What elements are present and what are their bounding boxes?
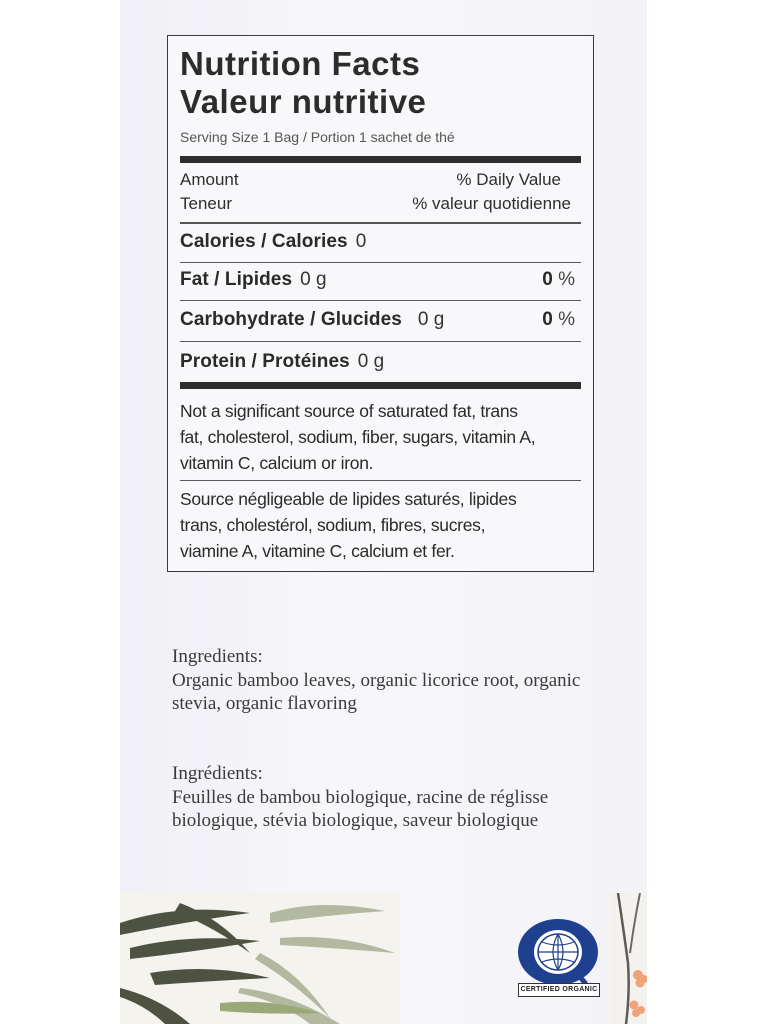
ingredients-fr <box>172 762 622 833</box>
nutrition-title-en: Nutrition Facts <box>180 45 421 82</box>
thick-divider <box>180 382 581 389</box>
nutrition-footnote-fr: Source négligeable de lipides saturés, lipides trans, cholestérol, sodium, fibres, sucres, viamine A, vitamine C, calcium et fer. <box>180 489 517 561</box>
nutrient-amount: 0 <box>355 231 367 252</box>
nutrient-label: Fat / Lipides <box>180 269 293 290</box>
thick-divider <box>180 156 581 163</box>
nutrient-label: Carbohydrate / Glucides <box>180 309 402 330</box>
nutrient-amount: 0 g <box>357 351 385 372</box>
ingredients-text-fr: Feuilles de bambou biologique, racine de réglisse biologique, stévia biologique, saveur biologique <box>172 786 549 831</box>
nutrient-label: Calories / Calories <box>180 231 348 252</box>
nutrient-label: Protein / Protéines <box>180 351 350 372</box>
nutrient-daily-value <box>542 309 575 331</box>
nutrient-row-fat <box>180 269 581 297</box>
amount-header-en: Amount <box>180 170 239 189</box>
ingredients-text-en: Organic bamboo leaves, organic licorice root, organic stevia, organic flavoring <box>172 669 581 714</box>
dv-percent: % <box>558 269 575 290</box>
dv-number: 0 <box>542 269 553 290</box>
nutrition-title-fr: Valeur nutritive <box>180 83 427 120</box>
nutrition-footnote-en: Not a significant source of saturated fat, trans fat, cholesterol, sodium, fiber, sugars, vitamin A, vitamin C, calcium or iron. <box>180 401 536 473</box>
divider <box>180 222 581 224</box>
bamboo-leaves-illustration <box>120 893 400 1024</box>
nutrition-facts-table <box>167 35 594 572</box>
certified-organic-label: CERTIFIED ORGANIC <box>518 983 600 997</box>
nutrient-amount: 0 g <box>300 269 327 290</box>
ingredients-en <box>172 645 622 716</box>
divider <box>180 341 581 342</box>
divider <box>180 300 581 301</box>
divider <box>180 262 581 263</box>
nutrient-row-calories <box>180 231 581 259</box>
ingredients-heading-en: Ingredients: <box>172 646 263 667</box>
nutrient-row-protein <box>180 351 581 379</box>
cherry-blossom-illustration <box>610 893 647 1024</box>
dv-number: 0 <box>542 309 553 330</box>
daily-value-header-fr: % valeur quotidienne <box>412 194 571 213</box>
amount-header-fr: Teneur <box>180 194 232 213</box>
daily-value-header-en: % Daily Value <box>456 170 561 189</box>
nutrient-amount: 0 g <box>417 309 445 330</box>
serving-size: Serving Size 1 Bag / Portion 1 sachet de thé <box>180 129 455 145</box>
divider <box>180 480 581 481</box>
nutrient-daily-value <box>542 269 575 291</box>
ingredients-heading-fr: Ingrédients: <box>172 763 263 784</box>
dv-percent: % <box>558 309 575 330</box>
nutrient-row-carbohydrate <box>180 309 581 337</box>
